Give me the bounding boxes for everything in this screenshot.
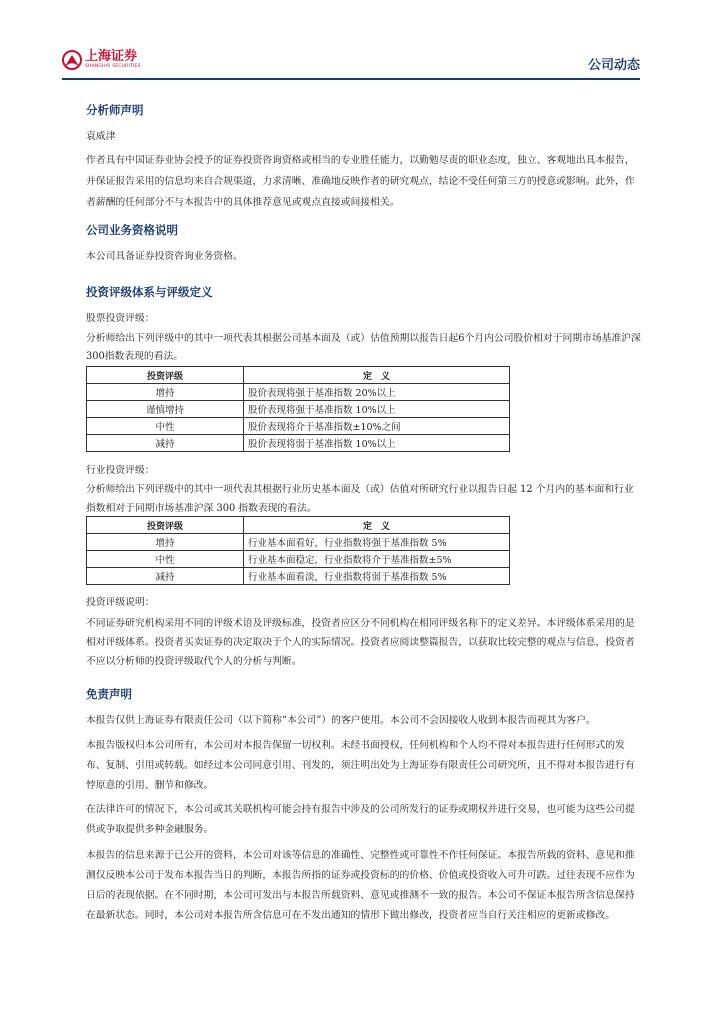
table-header-cell: 投资评级 (87, 517, 244, 534)
rating-heading: 投资评级体系与评级定义 (86, 285, 213, 299)
disclaimer-heading: 免责声明 (86, 687, 132, 701)
page-header (62, 44, 640, 80)
qualification-text: 本公司具备证券投资咨询业务资格。 (86, 251, 243, 262)
qualification-heading: 公司业务资格说明 (86, 223, 178, 237)
analyst-statement: 作者具有中国证券业协会授予的证券投资咨询资格或相当的专业胜任能力，以勤勉尽责的职业态度，独立、客观地出具本报告，并保证报告采用的信息均来自合规渠道，力求清晰、准确地反映作者的研究观点，结论不受任何第三方的授意或影响。此外，作者薪酬的任何部分不与本报告中的具体推荐意见或观点直接或间接相关。 (86, 155, 635, 208)
disclaimer-paragraph: 本报告仅供上海证券有限责任公司（以下简称“本公司”）的客户使用。本公司不会因接收人收到本报告而视其为客户。 (86, 715, 596, 726)
table-row (87, 435, 510, 452)
rating-cell: 谨慎增持 (87, 401, 244, 418)
rating-cell: 中性 (87, 551, 244, 568)
definition-cell: 行业基本面看淡，行业指数将弱于基准指数 5% (244, 568, 510, 585)
definition-cell: 股价表现将强于基准指数 20%以上 (244, 384, 510, 401)
analyst-name: 袁威津 (86, 131, 116, 142)
definition-cell: 股价表现将介于基准指数±10%之间 (244, 418, 510, 435)
definition-cell: 股价表现将弱于基准指数 10%以上 (244, 435, 510, 452)
definition-cell: 行业基本面稳定，行业指数将介于基准指数±5% (244, 551, 510, 568)
rating-cell: 减持 (87, 568, 244, 585)
table-header-cell: 定 义 (244, 517, 510, 534)
table-row (87, 568, 510, 585)
header-divider (62, 78, 640, 80)
industry-rating-label: 行业投资评级： (86, 465, 155, 476)
table-row (87, 384, 510, 401)
logo-icon (62, 50, 82, 70)
disclaimer-paragraph: 在法律许可的情况下，本公司或其关联机构可能会持有报告中涉及的公司所发行的证券或期权并进行交易，也可能为这些公司提供或争取提供多种金融服务。 (86, 804, 635, 835)
table-row (87, 418, 510, 435)
disclaimer-paragraph: 本报告版权归本公司所有，本公司对本报告保留一切权利。未经书面授权，任何机构和个人均不得对本报告进行任何形式的发布、复制、引用或转载。如经过本公司同意引用、刊发的，须注明出处为上海证券有限责任公司研究所，且不得对本报告进行有悖原意的引用、删节和修改。 (86, 740, 635, 791)
stock-rating-label: 股票投资评级： (86, 313, 155, 324)
table-header-cell: 投资评级 (87, 367, 244, 384)
definition-cell: 行业基本面看好，行业指数将强于基准指数 5% (244, 534, 510, 551)
brand-name-cn: 上海证券 (85, 49, 138, 65)
disclaimer-paragraph: 本报告的信息来源于已公开的资料，本公司对该等信息的准确性、完整性或可靠性不作任何保证。本报告所载的资料、意见和推测仅反映本公司于发布本报告当日的判断，本报告所指的证券或投资标的的价格、价值或投资收入可升可跌。过往表现不应作为日后的表现依据。在不同时期，本公司可发出与本报告所载资料、意见或推测不一致的报告。本公司不保证本报告所含信息保持在最新状态。同时，本公司对本报告所含信息可在不发出通知的情形下做出修改，投资者应当自行关注相应的更新或修改。 (86, 850, 635, 921)
brand-name-en: SHANGHAI SECURITIES (85, 64, 141, 70)
rating-note-text: 不同证券研究机构采用不同的评级术语及评级标准，投资者应区分不同机构在相同评级名称下的定义差异。本评级体系采用的是相对评级体系。投资者买卖证券的决定取决于个人的实际情况。投资者应阅读整篇报告，以获取比较完整的观点与信息，投资者不应以分析师的投资评级取代个人的分析与判断。 (86, 618, 635, 667)
table-header-cell: 定 义 (244, 367, 510, 384)
industry-rating-table (86, 516, 510, 585)
section-title: 公司动态 (587, 58, 640, 73)
rating-cell: 中性 (87, 418, 244, 435)
stock-rating-desc: 分析师给出下列评级中的其中一项代表其根据公司基本面及（或）估值预期以报告日起6个月内公司股价相对于同期市场基准沪深300指数表现的看法。 (86, 333, 641, 362)
rating-cell: 增持 (87, 384, 244, 401)
analyst-heading: 分析师声明 (86, 103, 144, 117)
table-header-row (87, 367, 510, 384)
stock-rating-table (86, 366, 510, 452)
industry-rating-desc: 分析师给出下列评级中的其中一项代表其根据行业历史基本面及（或）估值对所研究行业以报告日起 12 个月内的基本面和行业指数相对于同期市场基准沪深 300 指数表现的看法。 (86, 484, 634, 514)
rating-cell: 增持 (87, 534, 244, 551)
rating-cell: 减持 (87, 435, 244, 452)
table-row (87, 401, 510, 418)
table-row (87, 534, 510, 551)
definition-cell: 股价表现将强于基准指数 10%以上 (244, 401, 510, 418)
table-row (87, 551, 510, 568)
rating-note-label: 投资评级说明： (86, 597, 155, 608)
company-logo (62, 50, 141, 70)
table-header-row (87, 517, 510, 534)
